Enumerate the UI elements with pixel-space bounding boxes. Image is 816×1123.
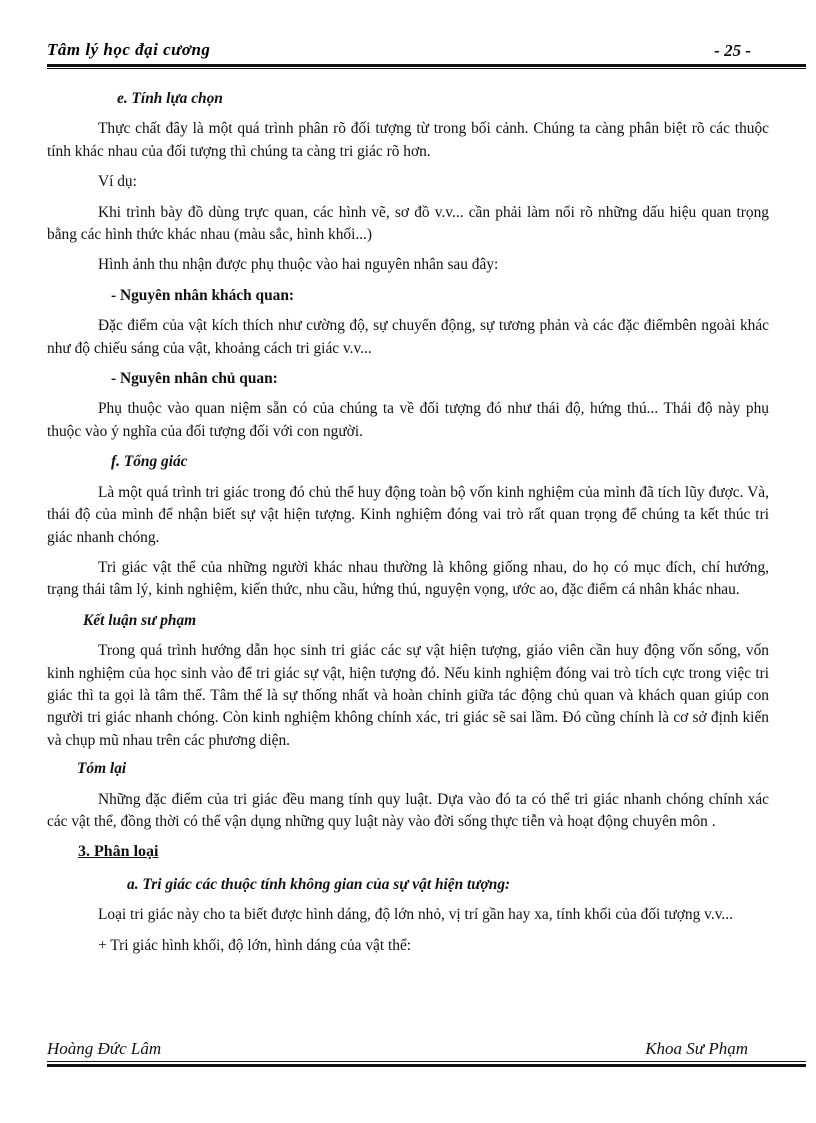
paragraph: Tri giác vật thể của những người khác nhau thường là không giống nhau, do họ có mục đích, chí hướng, trạng thái tâm lý, kinh nghiệm, kiến thức, nhu cầu, hứng thú, nguyện vọng, ước ao, đặc điểm cá nhân khác nhau. <box>47 558 769 599</box>
paragraph: Ví dụ: <box>98 173 137 191</box>
paragraph: Thực chất đây là một quá trình phân rõ đối tượng từ trong bối cảnh. Chúng ta càng phân biệt rõ các thuộc tính khác nhau của đối tượng thì chúng ta càng tri giác rõ hơn. <box>47 120 769 160</box>
paragraph: Là một quá trình tri giác trong đó chủ thể huy động toàn bộ vốn kinh nghiệm của mình đã tích lũy được. Và, thái độ của mình để nhận biết sự vật hiện tượng. Kinh nghiệm đóng vai trò rất quan trọng để chúng ta kết thúc tri giác nhanh chóng. <box>47 483 769 546</box>
footer-author: Hoàng Đức Lâm <box>47 1039 162 1058</box>
page-number: - 25 - <box>714 41 751 60</box>
heading-section-3 <box>78 841 769 863</box>
paragraph: Phụ thuộc vào quan niệm sẵn có của chúng ta về đối tượng đó như thái độ, hứng thú... Thái độ này phụ thuộc vào ý nghĩa của đối tượng đối với con người. <box>47 400 769 440</box>
page-body <box>47 84 769 965</box>
heading-e-selectivity: e. Tính lựa chọn <box>117 90 223 107</box>
page-header <box>47 40 806 67</box>
paragraph: Đặc điểm của vật kích thích như cường độ, sự chuyển động, sự tương phản và các đặc điểmbên ngoài khác như độ chiếu sáng của vật, khoảng cách tri giác v.v... <box>47 317 769 357</box>
heading-a-spatial: a. Tri giác các thuộc tính không gian của sự vật hiện tượng: <box>127 875 511 893</box>
heading-objective-cause: - Nguyên nhân khách quan: <box>111 286 295 304</box>
paragraph: Những đặc điểm của tri giác đều mang tính quy luật. Dựa vào đó ta có thể tri giác nhanh chóng chính xác các vật thể, đồng thời có thể vận dụng những quy luật này vào đời sống thực tiễn và hoạt động chuyên môn . <box>47 790 769 830</box>
page-footer <box>47 1039 806 1062</box>
heading-f-apperception: f. Tổng giác <box>111 453 188 471</box>
header-divider <box>47 68 806 69</box>
heading-subjective-cause: - Nguyên nhân chủ quan: <box>111 370 278 388</box>
heading-pedagogical-conclusion: Kết luận sư phạm <box>83 611 197 629</box>
heading-summary: Tóm lại <box>77 760 127 778</box>
paragraph: Khi trình bày đồ dùng trực quan, các hình vẽ, sơ đồ v.v... cần phải làm nổi rõ những dấu hiệu quan trọng bằng các hình thức khác nhau (màu sắc, hình khối...) <box>47 203 769 244</box>
paragraph: Hình ảnh thu nhận được phụ thuộc vào hai nguyên nhân sau đây: <box>98 256 499 274</box>
header-title: Tâm lý học đại cương <box>47 40 211 59</box>
heading-section-3-text: 3. Phân loại <box>78 843 159 861</box>
footer-divider <box>47 1064 806 1067</box>
paragraph: Trong quá trình hướng dẫn học sinh tri giác các sự vật hiện tượng, giáo viên cần huy động vốn sống, vốn kinh nghiệm của học sinh vào để tri giác sự vật, hiện tượng đó. Nếu kinh nghiệm đóng vai trò tích cực trong việc tri giác thì ta gọi là tâm thế. Tâm thế là sự thống nhất và hoàn chỉnh giữa tác động chủ quan và khách quan giúp con người tri giác nhanh chóng. Còn kinh nghiệm không chính xác, tri giác sẽ sai lầm. Đó cũng chính là cơ sở định kiến và chụp mũ nhau trên các phương diện. <box>47 642 769 749</box>
paragraph: Loại tri giác này cho ta biết được hình dáng, độ lớn nhỏ, vị trí gần hay xa, tính khối của đối tượng v.v... <box>98 906 733 924</box>
footer-faculty: Khoa Sư Phạm <box>645 1039 748 1058</box>
paragraph: + Tri giác hình khối, độ lớn, hình dáng của vật thể: <box>98 936 412 954</box>
